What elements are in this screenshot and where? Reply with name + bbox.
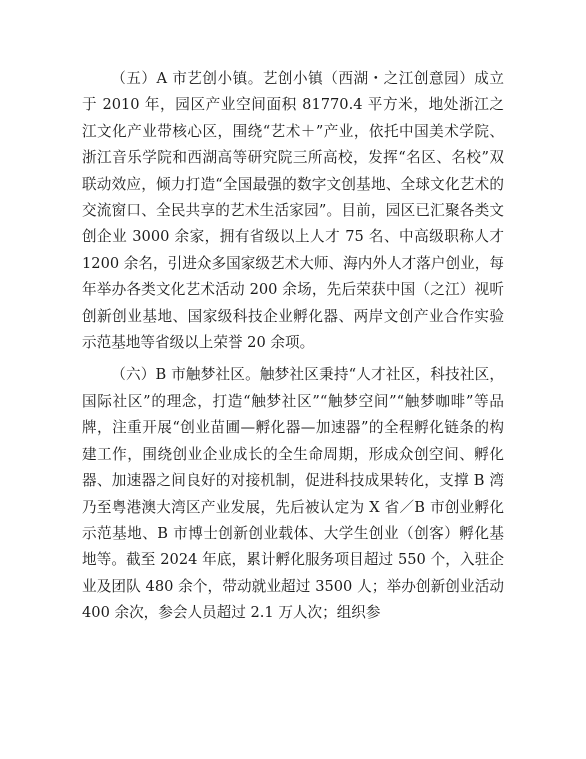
document-body xyxy=(82,66,504,627)
paragraph-b-city-chumeng-community: （六）B 市触梦社区。触梦社区秉持“人才社区，科技社区，国际社区”的理念，打造“触梦社区”“触梦空间”“触梦咖啡”等品牌，注重开展“创业苗圃—孵化器—加速器”的全程孵化链条的构建工作，围绕创业企业成长的全生命周期，形成众创空间、孵化器、加速器之间良好的对接机制，促进科技成果转化，支撑 B 湾乃至粤港澳大湾区产业发展，先后被认定为 X 省／B 市创业孵化示范基地、B 市博士创新创业载体、大学生创业（创客）孵化基地等。截至 2024 年底，累计孵化服务项目超过 550 个，入驻企业及团队 480 余个，带动就业超过 3500 人；举办创新创业活动 400 余次，参会人员超过 2.1 万人次；组织参 xyxy=(82,366,504,622)
paragraph-a-city-art-town: （五）A 市艺创小镇。艺创小镇（西湖・之江创意园）成立于 2010 年，园区产业空间面积 81770.4 平方米，地处浙江之江文化产业带核心区，围绕“艺术＋”产业，依托中国美术学院、浙江音乐学院和西湖高等研究院三所高校，发挥“名区、名校”双联动效应，倾力打造“全国最强的数字文创基地、全球文化艺术的交流窗口、全民共享的艺术生活家园”。目前，园区已汇聚各类文创企业 3000 余家，拥有省级以上人才 75 名、中高级职称人才 1200 余名，引进众多国家级艺术大师、海内外人才落户创业，每年举办各类文化艺术活动 200 余场，先后荣获中国（之江）视听创新创业基地、国家级科技企业孵化器、两岸文创产业合作实验示范基地等省级以上荣誉 20 余项。 xyxy=(82,70,505,352)
